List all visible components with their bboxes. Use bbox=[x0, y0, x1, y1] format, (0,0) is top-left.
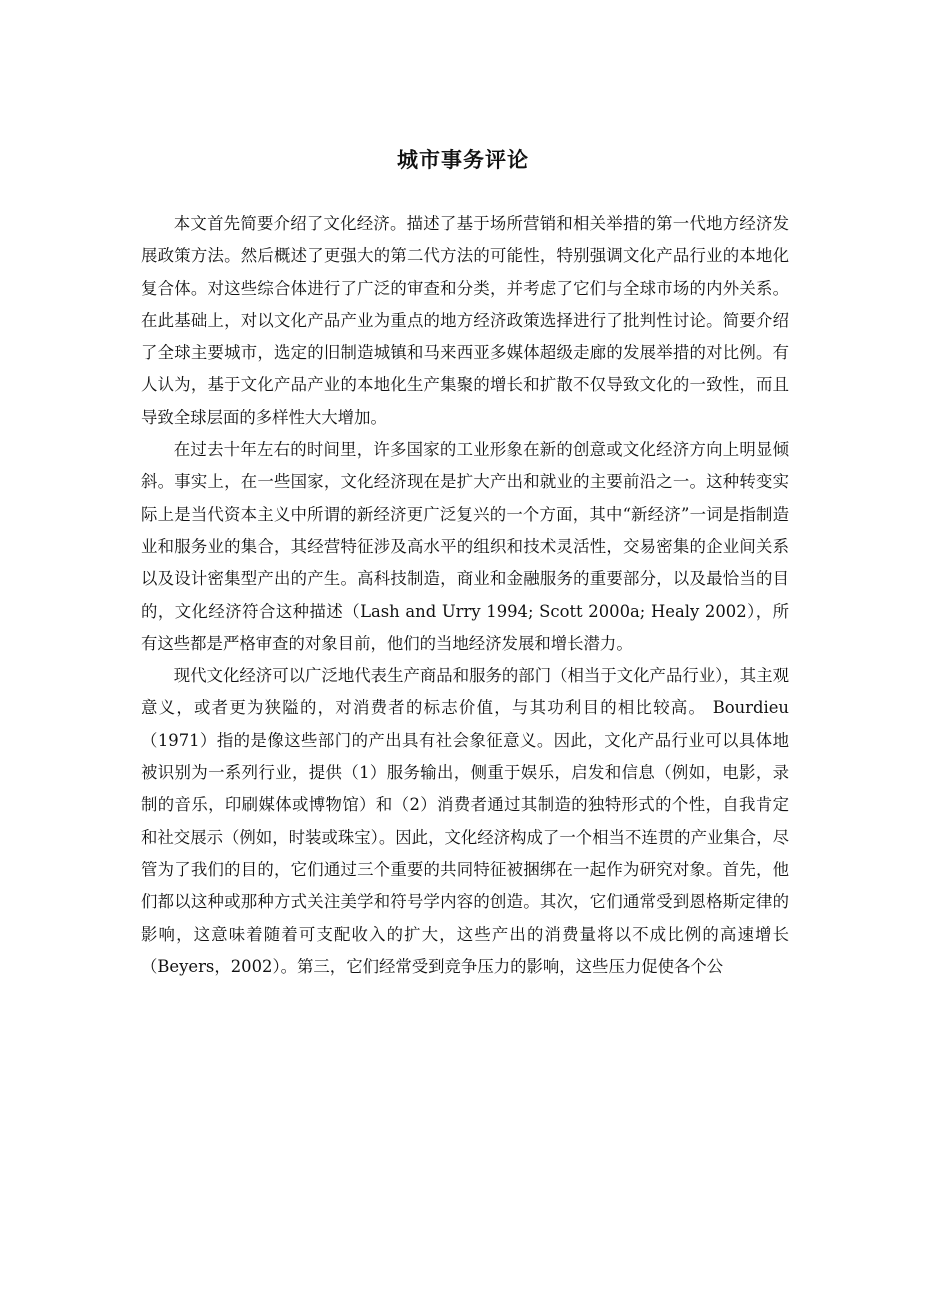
page-title: 城市事务评论 bbox=[397, 148, 529, 172]
paragraph: 在过去十年左右的时间里，许多国家的工业形象在新的创意或文化经济方向上明显倾斜。事实上，在一些国家，文化经济现在是扩大产出和就业的主要前沿之一。这种转变实际上是当代资本主义中所谓的新经济更广泛复兴的一个方面，其中“新经济”一词是指制造业和服务业的集合，其经营特征涉及高水平的组织和技术灵活性，交易密集的企业间关系以及设计密集型产出的产生。高科技制造，商业和金融服务的重要部分，以及最恰当的目的，文化经济符合这种描述（Lash and Urry 1994; Scott 2000a; Healy 2002），所有这些都是严格审查的对象目前，他们的当地经济发展和增长潜力。 bbox=[141, 440, 789, 653]
paragraph: 现代文化经济可以广泛地代表生产商品和服务的部门（相当于文化产品行业），其主观意义，或者更为狭隘的，对消费者的标志价值，与其功利目的相比较高。 Bourdieu（1971）指的是像这些部门的产出具有社会象征意义。因此，文化产品行业可以具体地被识别为一系列行业，提供（1）服务输出，侧重于娱乐，启发和信息（例如，电影，录制的音乐，印刷媒体或博物馆）和（2）消费者通过其制造的独特形式的个性，自我肯定和社交展示（例如，时装或珠宝）。因此，文化经济构成了一个相当不连贯的产业集合，尽管为了我们的目的，它们通过三个重要的共同特征被捆绑在一起作为研究对象。首先，他们都以这种或那种方式关注美学和符号学内容的创造。其次，它们通常受到恩格斯定律的影响，这意味着随着可支配收入的扩大，这些产出的消费量将以不成比例的高速增长（Beyers，2002）。第三，它们经常受到竞争压力的影响，这些压力促使各个公 bbox=[141, 666, 789, 976]
document-body bbox=[141, 208, 789, 983]
paragraph: 本文首先简要介绍了文化经济。描述了基于场所营销和相关举措的第一代地方经济发展政策方法。然后概述了更强大的第二代方法的可能性，特别强调文化产品行业的本地化复合体。对这些综合体进行了广泛的审查和分类，并考虑了它们与全球市场的内外关系。在此基础上，对以文化产品产业为重点的地方经济政策选择进行了批判性讨论。简要介绍了全球主要城市，选定的旧制造城镇和马来西亚多媒体超级走廊的发展举措的对比例。有人认为，基于文化产品产业的本地化生产集聚的增长和扩散不仅导致文化的一致性，而且导致全球层面的多样性大大增加。 bbox=[141, 214, 789, 427]
